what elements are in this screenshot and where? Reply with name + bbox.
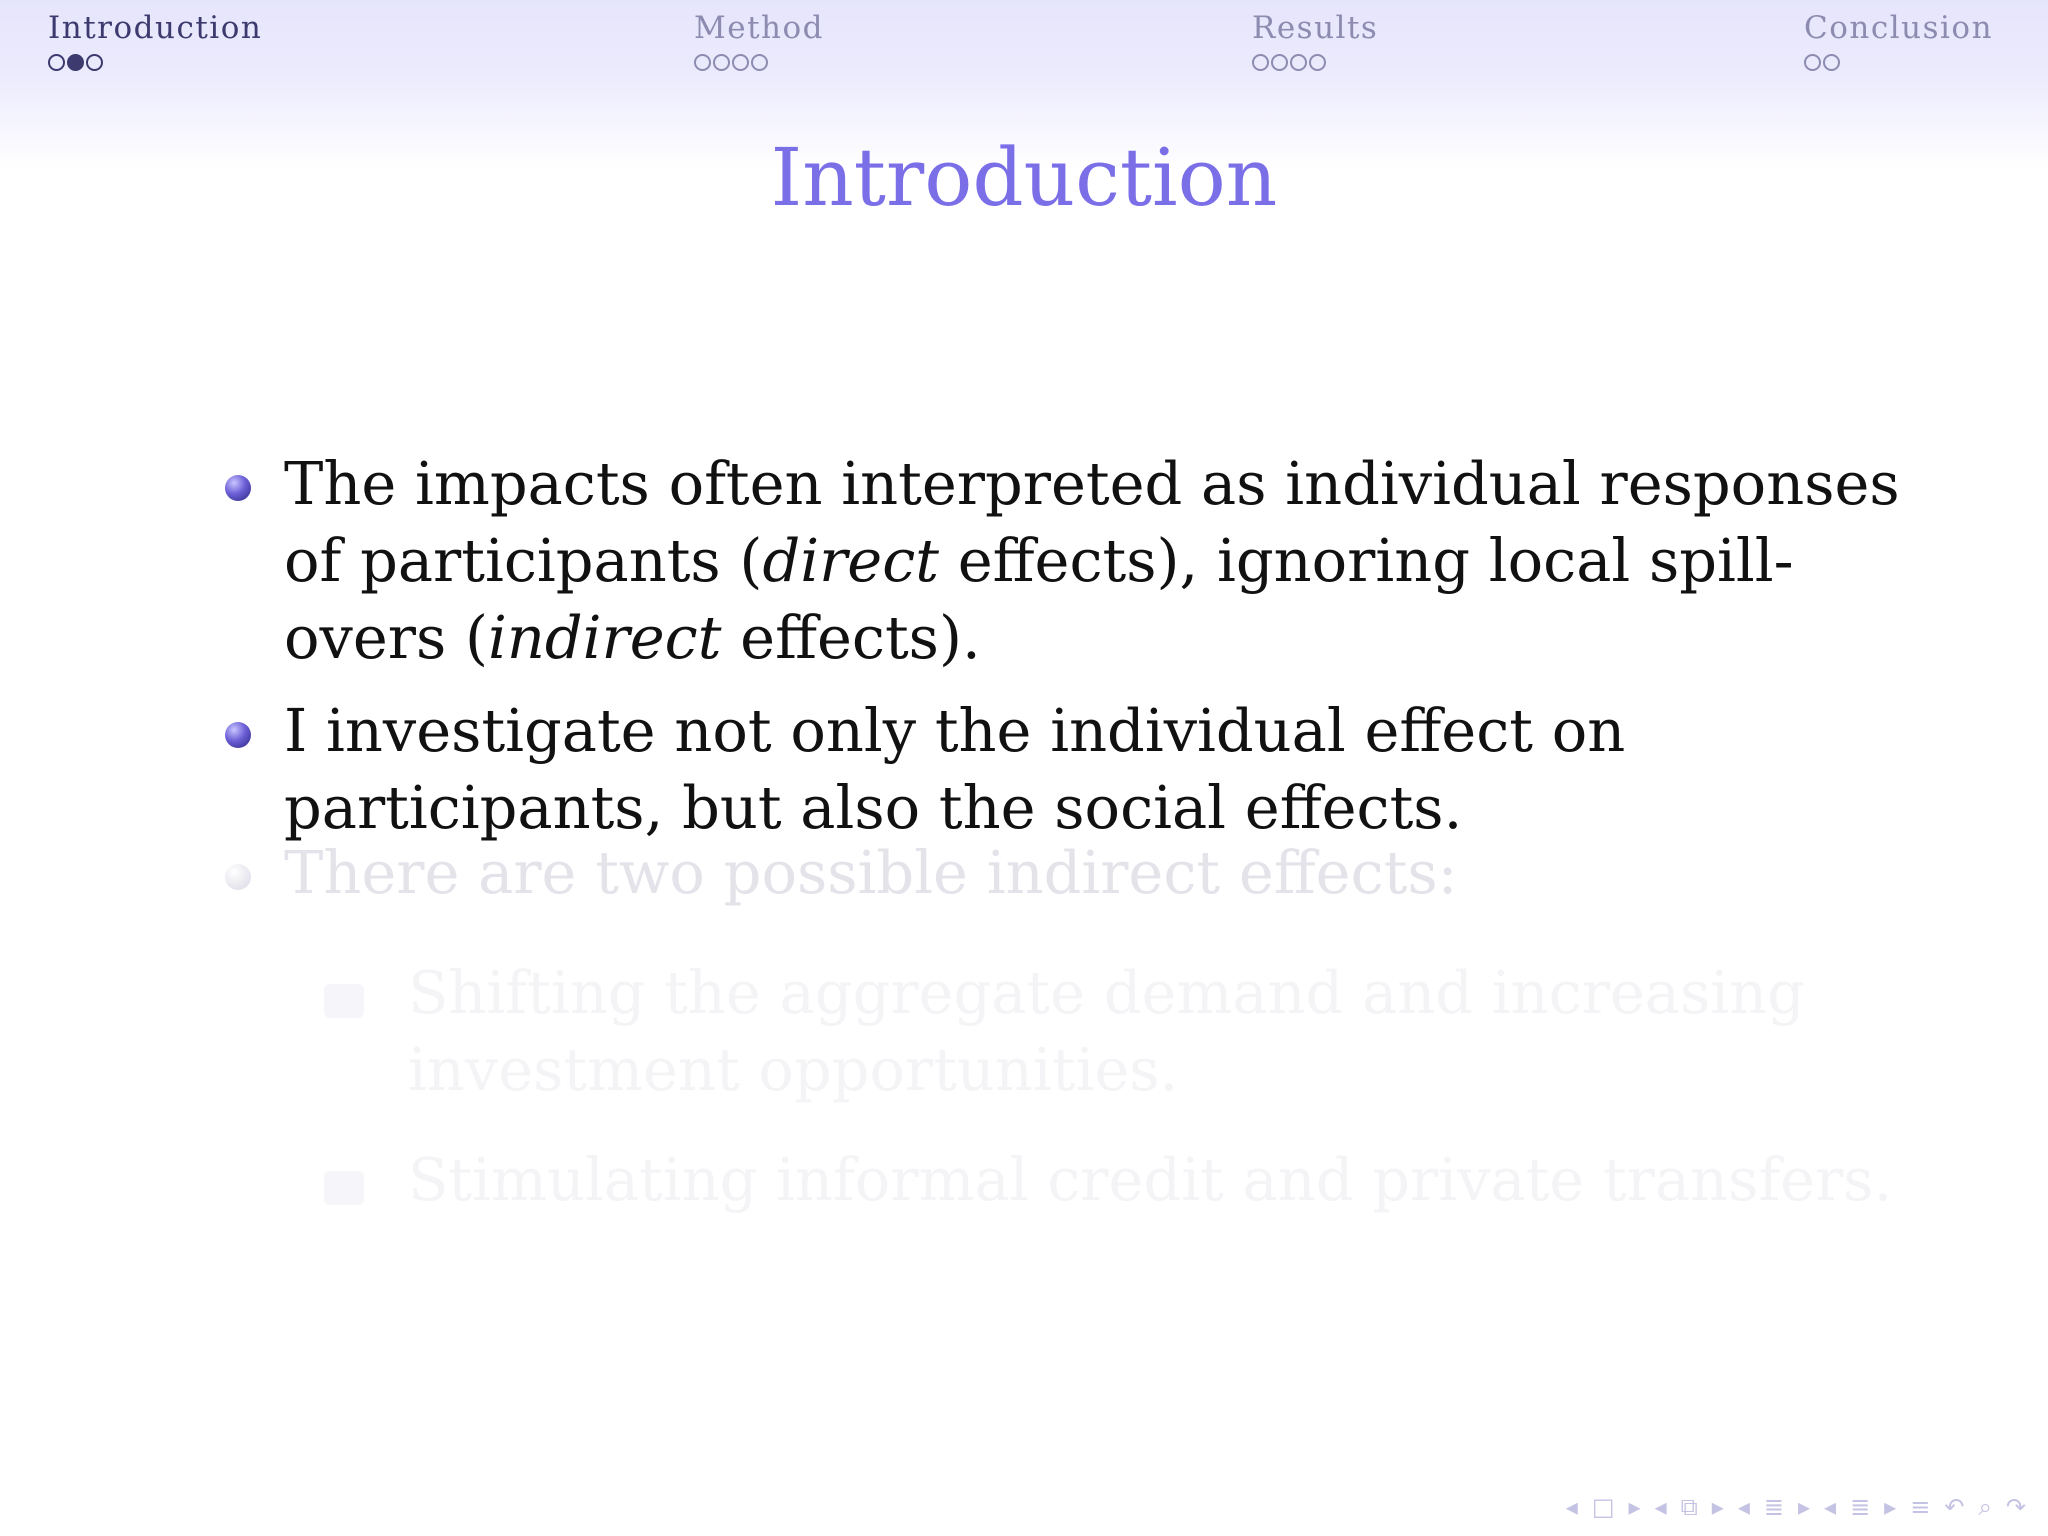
prev-subsection-icon[interactable]: ◂	[1654, 1493, 1667, 1521]
emphasis-text: indirect	[488, 603, 722, 672]
section-conclusion[interactable]	[1804, 8, 1993, 71]
list-item-text	[284, 445, 1904, 676]
text-segment: effects).	[721, 603, 981, 672]
subsection-icon[interactable]: ⧉	[1680, 1493, 1698, 1521]
list-item-text: There are two possible indirect effects:	[284, 838, 1458, 907]
sub-item-text: Shifting the aggregate demand and increasing investment opportunities.	[408, 958, 1805, 1104]
section-title[interactable]: Conclusion	[1804, 10, 1994, 46]
next-subsection-icon[interactable]: ▸	[1711, 1493, 1724, 1521]
next-section-icon[interactable]: ▸	[1797, 1493, 1811, 1521]
section-title[interactable]: Introduction	[48, 10, 263, 46]
appendix-icon[interactable]: ≡	[1910, 1493, 1931, 1521]
bullet-icon	[225, 864, 251, 890]
slide-title: Introduction	[770, 131, 1278, 224]
frame-dot[interactable]	[1252, 54, 1269, 71]
document-icon[interactable]: ≣	[1850, 1493, 1871, 1521]
search-icon[interactable]: ⌕	[1978, 1493, 1992, 1521]
frame-dot[interactable]	[732, 54, 749, 71]
sub-bullet-icon	[324, 1171, 364, 1205]
sub-item-text: Stimulating informal credit and private transfers.	[408, 1145, 1893, 1214]
prev-document-icon[interactable]: ◂	[1824, 1493, 1837, 1521]
section-results[interactable]	[1252, 8, 1378, 71]
frame-dot[interactable]	[1271, 54, 1288, 71]
section-title[interactable]: Method	[694, 10, 825, 46]
prev-section-icon[interactable]: ◂	[1737, 1493, 1750, 1521]
back-icon[interactable]: ↶	[1944, 1493, 1965, 1521]
frame-icon[interactable]: □	[1591, 1493, 1615, 1521]
section-title[interactable]: Results	[1252, 10, 1379, 46]
section-introduction[interactable]	[48, 8, 262, 71]
bullet-icon	[225, 722, 251, 748]
emphasis-text: direct	[762, 526, 939, 595]
next-frame-icon[interactable]: ▸	[1628, 1493, 1641, 1521]
text-segment: effects), ignoring local spill-overs (	[284, 526, 1794, 672]
frame-dot[interactable]	[694, 54, 711, 71]
list-item-text: I investigate not only the individual effect on participants, but also the social effects.	[284, 696, 1626, 842]
subsection-dots	[694, 54, 824, 71]
frame-dot[interactable]	[751, 54, 768, 71]
bullet-icon	[225, 475, 251, 501]
subsection-dots	[1804, 54, 1993, 71]
text-segment: The impacts often interpreted as individual responses of participants (	[284, 449, 1900, 595]
section-method[interactable]	[694, 8, 824, 71]
frame-dot[interactable]	[1309, 54, 1326, 71]
forward-icon[interactable]: ↷	[2005, 1493, 2026, 1521]
section-icon[interactable]: ≣	[1763, 1493, 1784, 1521]
frame-dot[interactable]	[86, 54, 103, 71]
frame-dot[interactable]	[713, 54, 730, 71]
frame-dot[interactable]	[1823, 54, 1840, 71]
frame-dot[interactable]	[1804, 54, 1821, 71]
sub-bullet-icon	[324, 984, 364, 1018]
prev-frame-icon[interactable]: ◂	[1565, 1493, 1578, 1521]
next-document-icon[interactable]: ▸	[1884, 1493, 1897, 1521]
beamer-navigation	[1566, 1492, 2026, 1522]
frame-dot[interactable]	[48, 54, 65, 71]
frame-dot[interactable]	[1290, 54, 1307, 71]
frame-dot-current[interactable]	[67, 54, 84, 71]
subsection-dots	[48, 54, 262, 71]
subsection-dots	[1252, 54, 1378, 71]
